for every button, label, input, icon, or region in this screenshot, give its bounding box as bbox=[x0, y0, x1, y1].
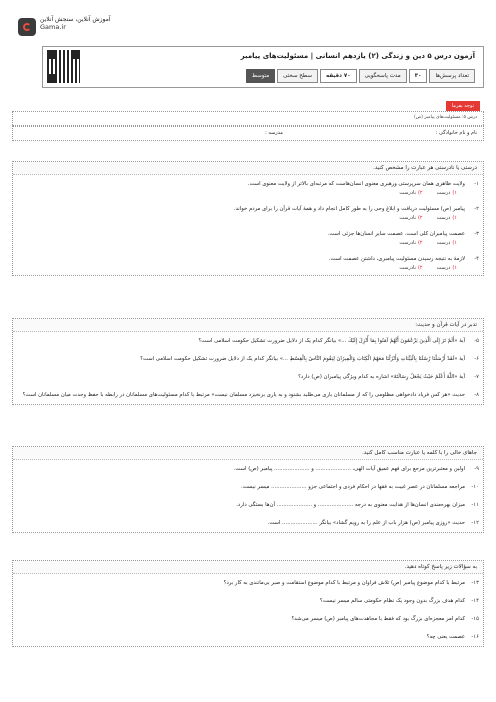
option-true[interactable]: ۱)درست bbox=[436, 240, 457, 246]
question-text: عصمت پیامبران کلی است، عصمت سایر انسان‌ها جزئی است. bbox=[327, 231, 465, 237]
question-text: آیهٔ «أَلَمْ تَرَ إِلَى الَّذِينَ يَزْعُمُونَ أَنَّهُمْ آمَنُوا بِمَا أُنْزِلَ إِلَيْكَ ...» بیانگر کدام یک از دلایل ضرورت تشکیل حکومت اسلامی است؟ bbox=[198, 338, 465, 344]
question-text: حدیث «هر کس فریاد دادخواهی مظلومی را که از مسلمانان یاری می‌طلبد بشنود و به یاری برنخیزد مسلمان نیست» مرتبط با کدام مسئولیت‌های مسلمانان در رابطه با حفظ وحدت میان مسلمانان است؟ bbox=[22, 392, 465, 398]
question-text: عصمت یعنی چه؟ bbox=[426, 634, 465, 640]
note bbox=[12, 92, 484, 127]
question-number: ۴- bbox=[474, 256, 479, 262]
question-count-value: ۳۰ bbox=[409, 69, 428, 83]
school-label: مدرسه : bbox=[265, 130, 283, 136]
gama-logo-icon bbox=[18, 18, 36, 36]
question-text: آیهٔ «اللَّهُ أَعْلَمُ حَيْثُ يَجْعَلُ رِسَالَتَهُ» اشاره به کدام ویژگی پیامبران (ص) دارد؟ bbox=[298, 374, 465, 380]
question-text: کدام هدف بزرگ بدون وجود یک نظام حکومتی سالم میسر نیست؟ bbox=[319, 598, 465, 604]
question bbox=[13, 200, 483, 225]
question-number: ۱۶- bbox=[471, 634, 479, 640]
question-number: ۱۴- bbox=[471, 598, 479, 604]
option-false[interactable]: ۲)نادرست bbox=[399, 190, 423, 196]
difficulty-value: متوسط bbox=[246, 69, 275, 83]
question-number: ۳- bbox=[474, 231, 479, 237]
question-text: لازمهٔ به نتیجه رسیدن مسئولیت پیامبری، داشتن عصمت است. bbox=[328, 256, 465, 262]
option-true[interactable]: ۱)درست bbox=[436, 190, 457, 196]
section-title: به سؤالات زیر پاسخ کوتاه دهید. bbox=[13, 561, 483, 574]
question-number: ۱۲- bbox=[471, 520, 479, 526]
question-text: ولایت ظاهری همان سرپرستی ورهبری معنوی انسان‌هاست که مرتبه‌ای بالاتر از ولایت معنوی است. bbox=[247, 181, 465, 187]
question bbox=[13, 460, 483, 478]
question-text: آیهٔ «لَقَدْ أَرْسَلْنَا رُسُلَنَا بِالْبَيِّنَاتِ وَأَنْزَلْنَا مَعَهُمُ الْكِتَابَ وَالْمِيزَانَ لِيَقُومَ النَّاسُ بِالْقِسْطِ ...» بیانگر کدام یک از دلایل ضرورت تشکیل حکومت اسلامی است؟ bbox=[140, 356, 465, 362]
section-quran-hadith bbox=[12, 318, 484, 405]
question bbox=[13, 628, 483, 646]
section-true-false bbox=[12, 161, 484, 276]
question-number: ۲- bbox=[474, 206, 479, 212]
section-fill-blanks bbox=[12, 446, 484, 533]
student-info bbox=[12, 125, 484, 141]
question bbox=[13, 175, 483, 200]
question bbox=[13, 250, 483, 275]
exam-info bbox=[246, 69, 475, 83]
question bbox=[13, 610, 483, 628]
question bbox=[13, 478, 483, 496]
question-number: ۷- bbox=[474, 374, 479, 380]
question-number: ۹- bbox=[474, 466, 479, 472]
question-text: مرتبط با کدام موضوع پیامبر (ص) تلاش فراوان و مرتبط با کدام موضوع استقامت و صبر بی‌مانندی به کار برد؟ bbox=[223, 580, 465, 586]
option-true[interactable]: ۱)درست bbox=[436, 265, 457, 271]
question-text: پیامبر (ص) مسئولیت دریافت و ابلاغ وحی را به طور کامل انجام داد و همهٔ آیات قرآن را برای مردم خواند. bbox=[233, 206, 465, 212]
qr-code-icon bbox=[47, 50, 80, 83]
question bbox=[13, 496, 483, 514]
question bbox=[13, 368, 483, 386]
question bbox=[13, 225, 483, 250]
question-number: ۵- bbox=[474, 338, 479, 344]
question-text: اولین و معتبرترین مرجع برای فهم عمیق آیات الهی، ..................... و ..................... پیامبر (ص) است. bbox=[233, 466, 465, 472]
question-number: ۱۰- bbox=[471, 484, 479, 490]
brand-site: Gama.ir bbox=[40, 23, 66, 31]
question bbox=[13, 386, 483, 404]
exam-title: آزمون درس ۵ دین و زندگی (۲) یازدهم انسانی | مسئولیت‌های پیامبر bbox=[240, 52, 475, 60]
question-number: ۸- bbox=[474, 392, 479, 398]
section-title: درستی یا نادرستی هر عبارت را مشخص کنید. bbox=[13, 162, 483, 175]
question-number: ۱۵- bbox=[471, 616, 479, 622]
question bbox=[13, 332, 483, 350]
question-text: کدام امر معجزه‌ای بزرگ بود که فقط با مجاهدت‌های پیامبر (ص) میسر می‌شد؟ bbox=[291, 616, 465, 622]
exam-header bbox=[42, 46, 484, 88]
question bbox=[13, 350, 483, 368]
question-number: ۱۱- bbox=[471, 502, 479, 508]
question bbox=[13, 514, 483, 532]
option-true[interactable]: ۱)درست bbox=[436, 215, 457, 221]
question-text: حدیث «روزی پیامبر (ص) هزار باب از علم را به رویم گشاد» بیانگر ..................... است. bbox=[267, 520, 465, 526]
question-number: ۱۳- bbox=[471, 580, 479, 586]
question-number: ۶- bbox=[474, 356, 479, 362]
section-title: تدبر در آیات قرآن و حدیث: bbox=[13, 319, 483, 332]
name-label: نام و نام خانوادگی : bbox=[435, 130, 477, 136]
section-short-answer bbox=[12, 560, 484, 647]
brand bbox=[18, 16, 188, 42]
duration-label: مدت پاسخگویی bbox=[359, 69, 407, 83]
difficulty-label: سطح سختی bbox=[277, 69, 318, 83]
question bbox=[13, 574, 483, 592]
question-text: میزان بهره‌مندی انسان‌ها از هدایت معنوی به درجه ..................... و ..................... آن‌ها بستگی دارد. bbox=[236, 502, 465, 508]
question-count-label: تعداد پرسش‌ها bbox=[429, 69, 475, 83]
question bbox=[13, 592, 483, 610]
duration-value: ۷۰ دقیقه bbox=[320, 69, 357, 83]
option-false[interactable]: ۲)نادرست bbox=[399, 240, 423, 246]
section-title: جاهای خالی را با کلمه یا عبارت مناسب کامل کنید. bbox=[13, 447, 483, 460]
question-text: مراجعه مسلمانان در عصر غیبت به فقها در احکام فردی و اجتماعی جزو ..................... میسر نیست. bbox=[241, 484, 465, 490]
option-false[interactable]: ۲)نادرست bbox=[399, 265, 423, 271]
brand-tagline: آموزش آنلاین، سنجش آنلاین bbox=[40, 16, 111, 23]
note-text: درس ۵: مسئولیت‌های پیامبر (ص) bbox=[12, 111, 484, 127]
question-number: ۱- bbox=[474, 181, 479, 187]
note-tab: توجه بفرما bbox=[446, 101, 480, 111]
option-false[interactable]: ۲)نادرست bbox=[399, 215, 423, 221]
